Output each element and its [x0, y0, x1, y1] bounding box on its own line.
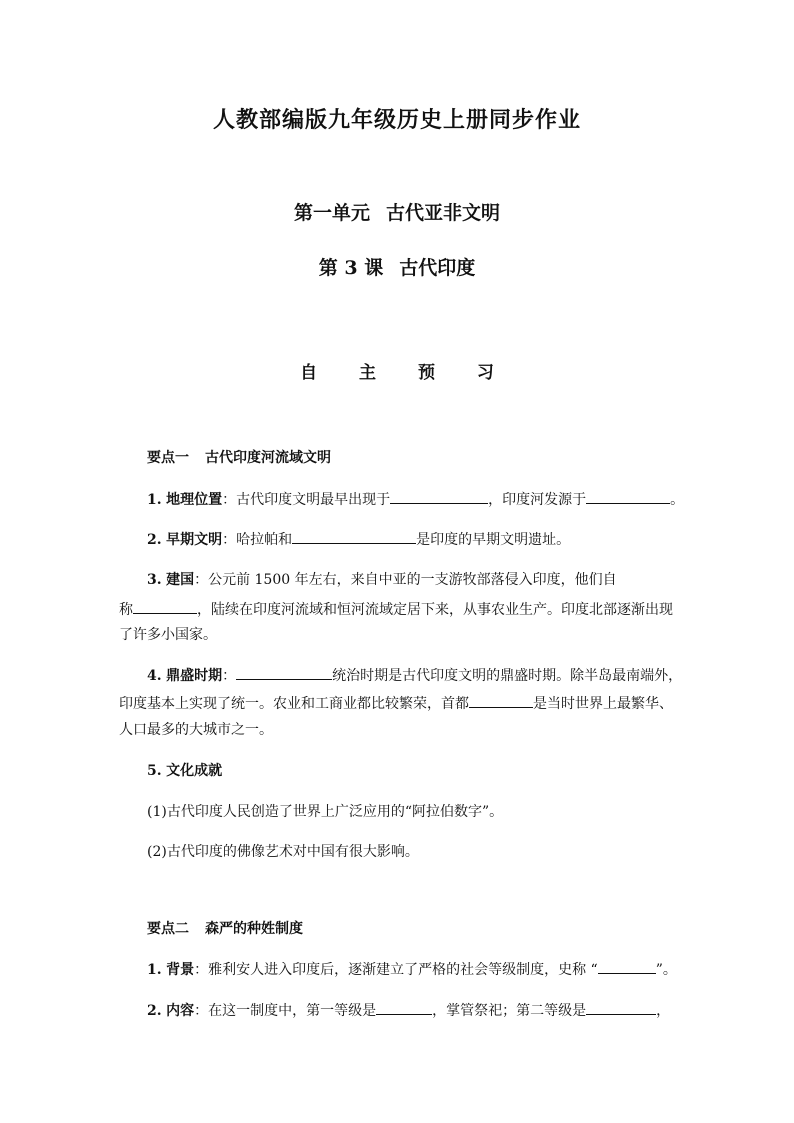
- item-text: (1)古代印度人民创造了世界上广泛应用的“阿拉伯数字”。: [147, 804, 504, 820]
- item-text: ，陆续在印度河流域和恒河流域定居下来，从事农业生产。印度北部逐渐出现: [197, 602, 673, 618]
- item-label: 地理位置: [166, 492, 223, 508]
- item-text: ：公元前 1500 年左右，来自中亚的一支游牧部落侵入印度，他们自: [194, 572, 617, 588]
- p1-item3-line2: [119, 598, 679, 621]
- item-number: 1.: [147, 492, 162, 508]
- p1-item5-sub2: [147, 841, 707, 863]
- point2-heading-label: 要点二: [147, 921, 189, 937]
- item-text: 了许多小国家。: [119, 627, 217, 643]
- item-number: 5.: [147, 763, 162, 779]
- p1-item1: [147, 488, 707, 511]
- item-label: 鼎盛时期: [166, 668, 223, 684]
- item-text: 统治时期是古代印度文明的鼎盛时期。除半岛最南端外，: [332, 668, 683, 684]
- item-text: ，掌管祭祀；第二等级是: [432, 1003, 587, 1019]
- fill-blank[interactable]: [376, 999, 432, 1015]
- item-text: ：: [222, 668, 237, 684]
- lesson-title: [0, 253, 794, 280]
- p1-item3-line1: [147, 569, 707, 591]
- item-text: 是当时世界上最繁华、: [533, 696, 673, 712]
- item-number: 2.: [147, 532, 162, 548]
- item-text: (2)古代印度的佛像艺术对中国有很大影响。: [147, 844, 419, 860]
- item-text: ：在这一制度中，第一等级是: [194, 1003, 377, 1019]
- item-text: ：古代印度文明最早出现于: [222, 492, 391, 508]
- lesson-number: 第 3 课: [318, 257, 384, 279]
- item-text: 称: [119, 602, 133, 618]
- item-label: 早期文明: [166, 532, 223, 548]
- item-label: 文化成就: [166, 763, 223, 779]
- fill-blank[interactable]: [390, 488, 488, 504]
- point1-heading-name: 古代印度河流域文明: [205, 450, 331, 466]
- lesson-name: 古代印度: [399, 257, 476, 279]
- section-title: 自 主 预 习: [300, 363, 512, 383]
- fill-blank[interactable]: [598, 958, 656, 974]
- unit-number: 第一单元: [293, 202, 370, 224]
- p1-item5: [147, 760, 707, 782]
- item-label: 建国: [166, 572, 195, 588]
- item-text: ”。: [655, 962, 677, 978]
- item-text: 印度基本上实现了统一。农业和工商业都比较繁荣，首都: [119, 696, 469, 712]
- fill-blank[interactable]: [586, 999, 656, 1015]
- item-number: 1.: [147, 962, 162, 978]
- point1-heading-label: 要点一: [147, 450, 189, 466]
- fill-blank[interactable]: [236, 664, 332, 680]
- fill-blank[interactable]: [469, 692, 533, 708]
- point1-heading: [147, 447, 707, 469]
- point2-heading: [147, 918, 707, 940]
- p1-item3-line3: [119, 624, 679, 646]
- item-number: 3.: [147, 572, 162, 588]
- p2-item1: [147, 958, 707, 981]
- item-number: 4.: [147, 668, 162, 684]
- unit-title: [0, 198, 794, 225]
- item-number: 2.: [147, 1003, 162, 1019]
- item-text: ，: [656, 1003, 671, 1019]
- point2-heading-name: 森严的种姓制度: [205, 921, 303, 937]
- fill-blank[interactable]: [133, 598, 197, 614]
- item-text: ，印度河发源于: [488, 492, 587, 508]
- item-text: 。: [670, 492, 685, 508]
- item-label: 内容: [166, 1003, 195, 1019]
- item-label: 背景: [166, 962, 195, 978]
- fill-blank[interactable]: [292, 528, 416, 544]
- p1-item5-sub1: [147, 801, 707, 823]
- p1-item4-line2: [119, 692, 679, 715]
- fill-blank[interactable]: [586, 488, 670, 504]
- item-text: ：雅利安人进入印度后，逐渐建立了严格的社会等级制度，史称 “: [194, 962, 598, 978]
- item-text: 人口最多的大城市之一。: [119, 722, 273, 738]
- p1-item4-line1: [147, 664, 707, 687]
- item-text: ：哈拉帕和: [222, 532, 293, 548]
- p1-item2: [147, 528, 707, 551]
- item-text: 是印度的早期文明遗址。: [416, 532, 571, 548]
- unit-name: 古代亚非文明: [386, 202, 501, 224]
- p2-item2: [147, 999, 707, 1022]
- p1-item4-line3: [119, 719, 679, 741]
- document-title: 人教部编版九年级历史上册同步作业: [212, 107, 581, 133]
